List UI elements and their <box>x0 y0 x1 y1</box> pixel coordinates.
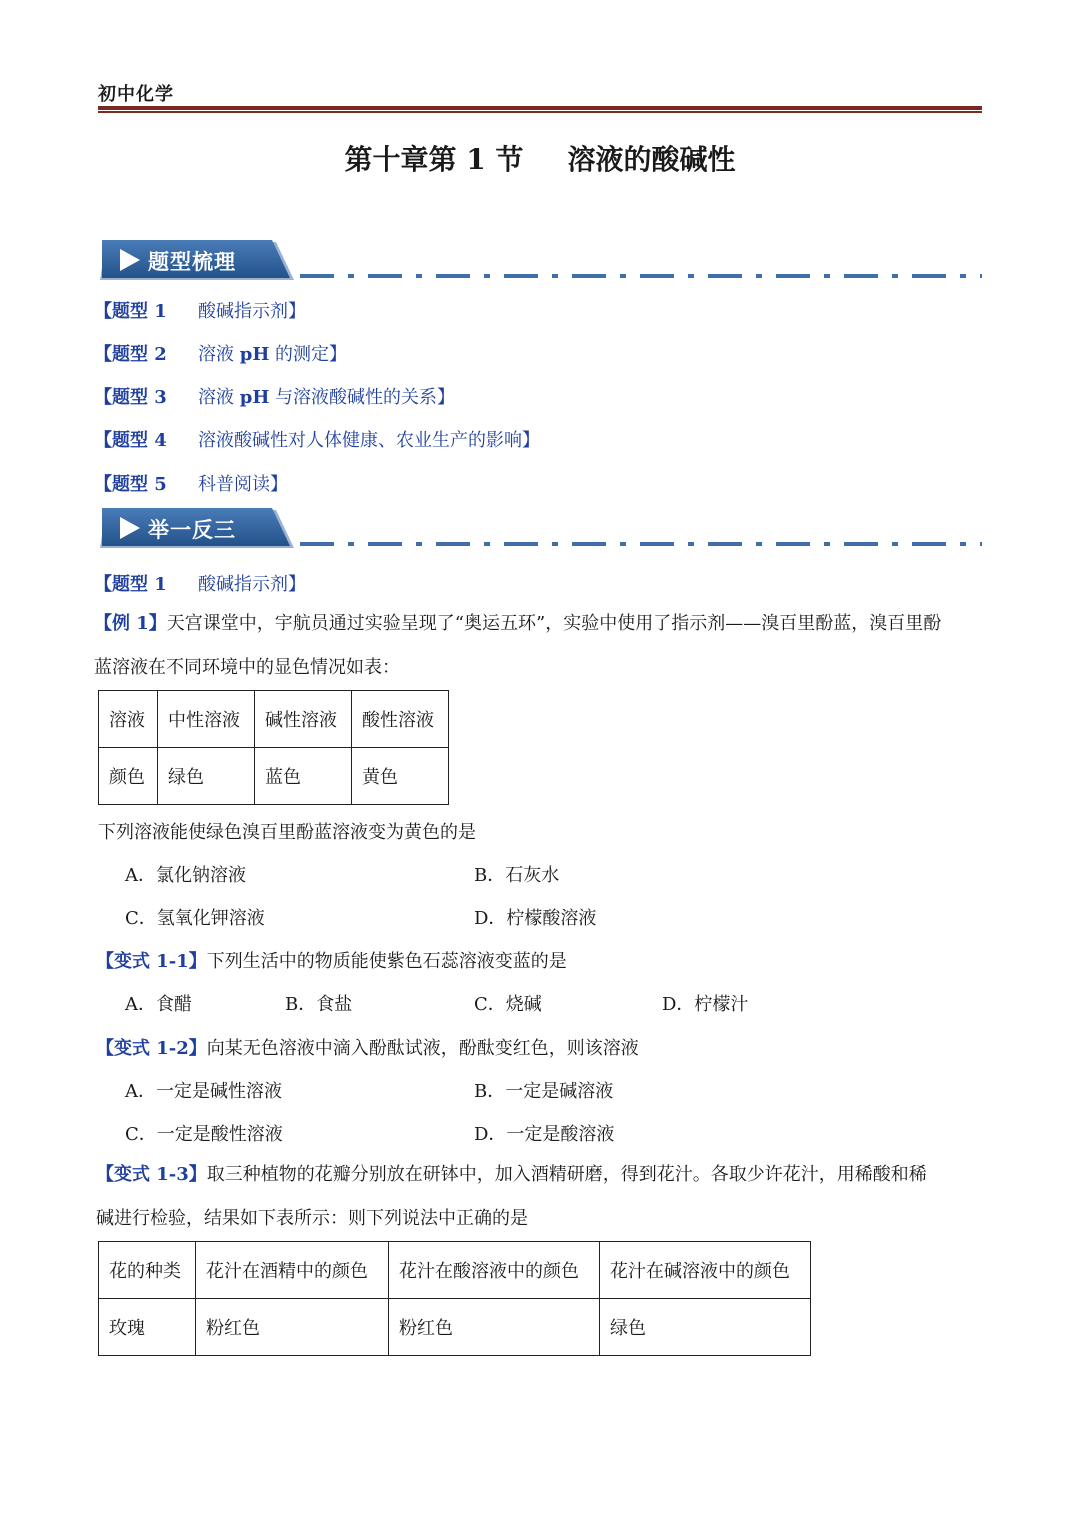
option-b[interactable]: B．一定是碱溶液 <box>474 1081 614 1102</box>
example-tag: 【例 1】 <box>94 613 167 634</box>
option-c[interactable]: C．一定是酸性溶液 <box>125 1124 283 1145</box>
table-row <box>99 691 449 748</box>
variant-text-line2: 碱进行检验，结果如下表所示：则下列说法中正确的是 <box>96 1208 528 1229</box>
option-b[interactable]: B．食盐 <box>285 994 353 1015</box>
table-cell: 粉红色 <box>196 1299 389 1356</box>
variant-tag: 【变式 1-1】 <box>96 951 207 972</box>
outline-item-4[interactable]: 【题型 4 溶液酸碱性对人体健康、农业生产的影响】 <box>94 430 540 451</box>
dash-divider <box>300 273 982 279</box>
title-topic: 溶液的酸碱性 <box>567 143 736 176</box>
option-d[interactable]: D．柠檬汁 <box>662 994 749 1015</box>
table-row <box>99 1299 811 1356</box>
section-heading: 【题型 1 酸碱指示剂】 <box>94 574 306 595</box>
practice-banner-title: 举一反三 <box>148 518 236 542</box>
table-row <box>99 748 449 805</box>
option-d[interactable]: D．柠檬酸溶液 <box>474 908 597 929</box>
header-rule-thin <box>98 111 982 113</box>
table-cell: 黄色 <box>352 748 449 805</box>
option-b[interactable]: B．石灰水 <box>474 865 560 886</box>
table-cell: 颜色 <box>99 748 158 805</box>
outline-banner <box>100 240 296 282</box>
option-c[interactable]: C．氢氧化钾溶液 <box>125 908 265 929</box>
table-cell: 花的种类 <box>99 1242 196 1299</box>
table-cell: 玫瑰 <box>99 1299 196 1356</box>
table-cell: 花汁在碱溶液中的颜色 <box>600 1242 811 1299</box>
flower-juice-table <box>98 1241 811 1356</box>
dash-divider <box>300 541 982 547</box>
example-question: 下列溶液能使绿色溴百里酚蓝溶液变为黄色的是 <box>98 822 476 843</box>
outline-item-2[interactable]: 【题型 2 溶液 pH 的测定】 <box>94 344 348 365</box>
outline-item-1[interactable]: 【题型 1 酸碱指示剂】 <box>94 301 306 322</box>
page-title <box>0 138 1080 178</box>
variant-1-3 <box>96 1153 984 1241</box>
table-cell: 花汁在酸溶液中的颜色 <box>389 1242 600 1299</box>
example-text-line1: 天宫课堂中，宇航员通过实验呈现了“奥运五环”，实验中使用了指示剂——溴百里酚蓝，溴百里酚 <box>166 613 942 634</box>
option-a[interactable]: A．一定是碱性溶液 <box>125 1081 282 1102</box>
variant-1-1 <box>96 947 567 973</box>
table-cell: 粉红色 <box>389 1299 600 1356</box>
table-cell: 花汁在酒精中的颜色 <box>196 1242 389 1299</box>
table-row <box>99 1242 811 1299</box>
option-a[interactable]: A．食醋 <box>125 994 192 1015</box>
table-cell: 中性溶液 <box>158 691 255 748</box>
outline-item-3[interactable]: 【题型 3 溶液 pH 与溶液酸碱性的关系】 <box>94 387 456 408</box>
header-rule <box>98 106 982 110</box>
variant-tag: 【变式 1-2】 <box>96 1038 207 1059</box>
option-d[interactable]: D．一定是酸溶液 <box>474 1124 615 1145</box>
table-cell: 绿色 <box>600 1299 811 1356</box>
header-label: 初中化学 <box>98 84 174 105</box>
practice-banner <box>100 508 296 550</box>
variant-1-2 <box>96 1034 639 1060</box>
outline-item-5[interactable]: 【题型 5 科普阅读】 <box>94 474 288 495</box>
indicator-color-table <box>98 690 449 805</box>
table-cell: 酸性溶液 <box>352 691 449 748</box>
variant-tag: 【变式 1-3】 <box>96 1164 207 1185</box>
table-cell: 蓝色 <box>255 748 352 805</box>
outline-banner-title: 题型梳理 <box>148 250 236 274</box>
option-c[interactable]: C．烧碱 <box>474 994 542 1015</box>
variant-text: 向某无色溶液中滴入酚酞试液，酚酞变红色，则该溶液 <box>206 1038 639 1059</box>
table-cell: 绿色 <box>158 748 255 805</box>
table-cell: 碱性溶液 <box>255 691 352 748</box>
variant-text: 下列生活中的物质能使紫色石蕊溶液变蓝的是 <box>206 951 567 972</box>
example-text-line2: 蓝溶液在不同环境中的显色情况如表： <box>94 657 400 678</box>
title-chapter: 第十章第 1 节 <box>344 143 524 176</box>
variant-text-line1: 取三种植物的花瓣分别放在研钵中，加入酒精研磨，得到花汁。各取少许花汁，用稀酸和稀 <box>206 1164 927 1185</box>
option-a[interactable]: A．氯化钠溶液 <box>125 865 246 886</box>
example-1 <box>94 602 982 690</box>
table-cell: 溶液 <box>99 691 158 748</box>
